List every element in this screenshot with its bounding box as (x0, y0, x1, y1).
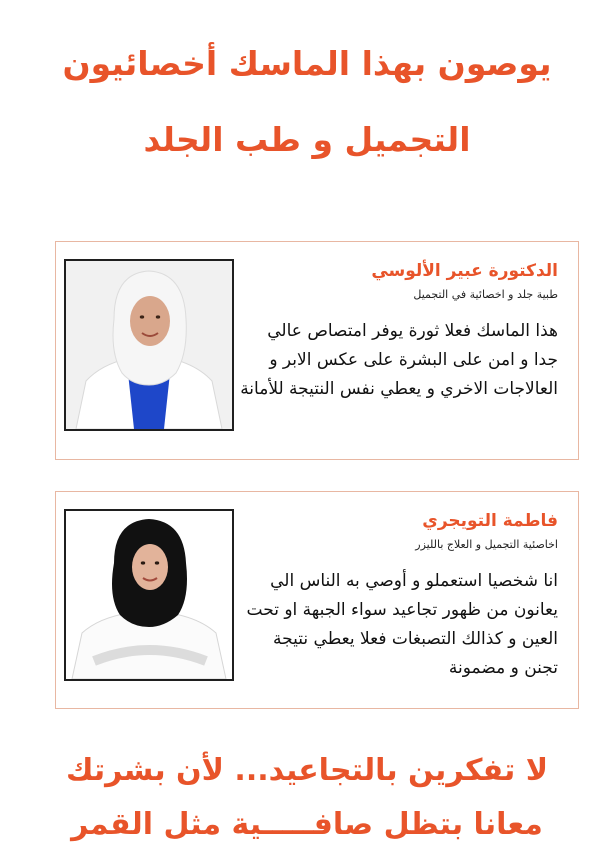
specialist-quote: انا شخصيا استعملو و أوصي به الناس الي يعانون من ظهور تجاعيد سواء الجبهة او تحت العين و كذالك التصبغات فعلا يعطي نتيجة تجنن و مضمونة (246, 571, 558, 678)
headline-line-1: يوصون بهذا الماسك أخصائيون (62, 44, 552, 83)
doctor-photo-1 (64, 259, 234, 431)
testimonial-card-2 (55, 491, 579, 709)
testimonial-text-1 (238, 259, 558, 404)
specialist-name: فاطمة التويجري (422, 511, 558, 531)
headline-line-2: التجميل و طب الجلد (143, 120, 471, 159)
doctor-quote: هذا الماسك فعلا ثورة يوفر امتصاص عالي جدا و امن على البشرة على عكس الابر و العالاجات الاخري و يعطي نفس النتيجة للأمانة (240, 321, 558, 399)
specialist-portrait-icon (66, 511, 232, 679)
doctor-portrait-icon (66, 261, 232, 429)
specialist-title: اخاصئية التجميل و العلاج بالليزر (415, 538, 558, 551)
doctor-name: الدكتورة عبير الألوسي (371, 261, 558, 281)
footer-line-2: معانا بتظل صافـــــية مثل القمر (71, 807, 543, 842)
specialist-photo-2 (64, 509, 234, 681)
testimonial-text-2 (238, 509, 558, 683)
doctor-title: طبية جلد و اخصائية في التجميل (413, 288, 558, 301)
testimonial-card-1 (55, 241, 579, 460)
footer-line-1: لا تفكرين بالتجاعيد... لأن بشرتك (65, 753, 549, 788)
